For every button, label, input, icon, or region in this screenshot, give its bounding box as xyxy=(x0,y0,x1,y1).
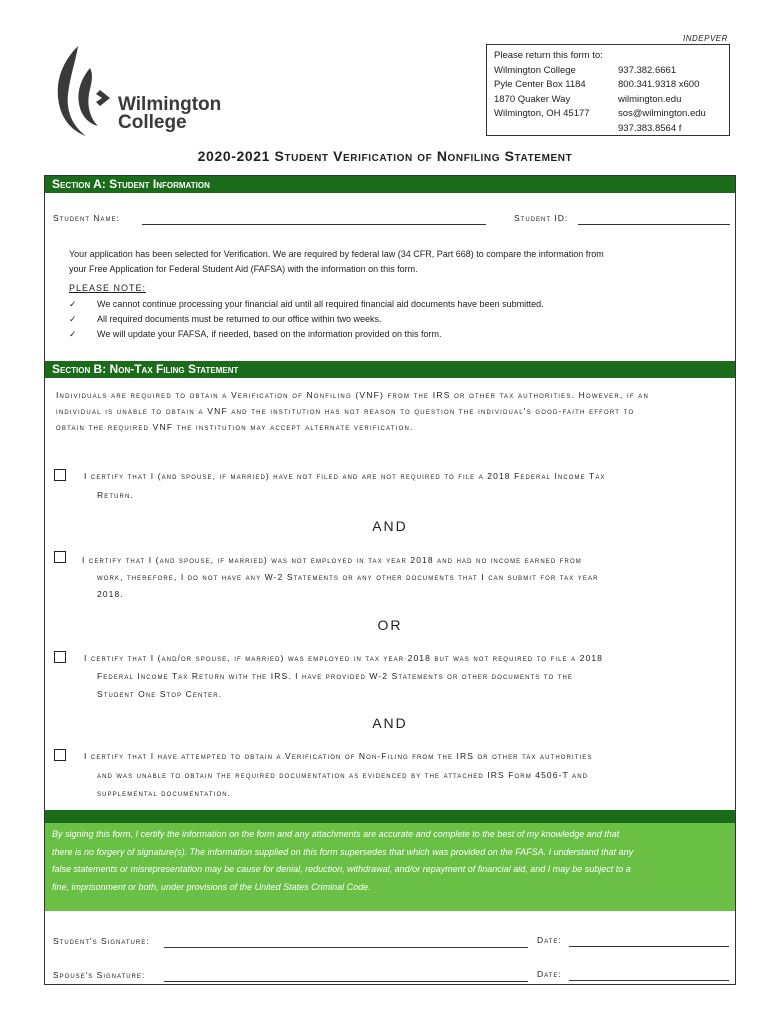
connector-and: AND xyxy=(372,518,408,534)
certify-not-employed-checkbox[interactable] xyxy=(54,551,66,563)
check-icon: ✓ xyxy=(69,329,77,339)
contact-row xyxy=(494,64,729,79)
list-item xyxy=(69,327,544,342)
note-text: We cannot continue processing your financial aid until all required financial aid documents have been submitted. xyxy=(97,299,544,309)
spouse-date-label: Date: xyxy=(537,969,562,979)
student-date-label: Date: xyxy=(537,935,562,945)
signing-statement xyxy=(45,823,735,911)
certify-attempted-text: supplemental documentation. xyxy=(97,788,232,798)
section-b-header: Section B: Non-Tax Filing Statement xyxy=(45,361,735,378)
certify-employed-text: Federal Income Tax Return with the IRS. I have provided W-2 Statements or other documents to the xyxy=(97,671,574,681)
contact-row xyxy=(494,107,729,122)
verification-intro-line: Your application has been selected for Verification. We are required by federal law (34 CFR, Part 668) to compare the information from xyxy=(69,249,604,259)
section-b-intro-line: individual is unable to obtain a VNF and the institution has not reason to question the individual's good-faith effort to xyxy=(56,406,635,416)
spouse-signature-field[interactable] xyxy=(164,981,528,982)
contact-info: 937.382.6661 xyxy=(618,64,677,76)
student-date-field[interactable] xyxy=(569,946,729,947)
verification-intro-line: your Free Application for Federal Student Aid (FAFSA) with the information on this form. xyxy=(69,264,418,274)
certify-not-filed-text: I certify that I (and spouse, if married) have not filed and are not required to file a 2018 Federal Income Tax xyxy=(84,471,606,481)
contact-address: Wilmington, OH 45177 xyxy=(494,108,590,119)
student-id-field[interactable] xyxy=(578,224,730,225)
certify-not-employed-text: work, therefore, I do not have any W-2 Statements or any other documents that I can submit for tax year xyxy=(97,572,599,582)
note-list xyxy=(69,297,544,342)
signing-section-bar xyxy=(45,810,735,823)
contact-fax: 937.383.8564 f xyxy=(618,122,682,134)
student-signature-field[interactable] xyxy=(164,947,528,948)
contact-info: 800.341.9318 x600 xyxy=(618,79,700,90)
contact-address: 1870 Quaker Way xyxy=(494,93,571,105)
return-heading: Please return this form to: xyxy=(494,50,603,61)
return-address-box xyxy=(486,44,730,136)
student-signature-label: Student's Signature: xyxy=(53,936,150,946)
certify-attempted-text: and was unable to obtain the required documentation as evidenced by the attached IRS Form 4506-T and xyxy=(97,770,589,780)
certify-employed-text: Student One Stop Center. xyxy=(97,689,223,699)
spouse-signature-label: Spouse's Signature: xyxy=(53,970,146,980)
section-b-intro-line: Individuals are required to obtain a Verification of Nonfiling (VNF) from the IRS or other tax authorities. However, if an xyxy=(56,390,650,400)
check-icon: ✓ xyxy=(69,299,77,309)
page-title: 2020-2021 Student Verification of Nonfiling Statement xyxy=(197,148,573,164)
contact-row xyxy=(494,93,729,108)
college-name xyxy=(118,96,221,132)
connector-and: AND xyxy=(372,715,408,731)
note-text: We will update your FAFSA, if needed, based on the information provided on this form. xyxy=(97,329,442,339)
contact-email-link[interactable]: sos@wilmington.edu xyxy=(618,108,706,119)
section-a-header: Section A: Student Information xyxy=(45,176,735,193)
contact-website-link[interactable]: wilmington.edu xyxy=(618,93,682,105)
statement-line: By signing this form, I certify the information on the form and any attachments are accurate and complete to the best of my knowledge and that xyxy=(52,829,620,839)
certify-employed-text: I certify that I (and/or spouse, if married) was employed in tax year 2018 but was not required to file a 2018 xyxy=(84,653,603,663)
certify-not-filed-checkbox[interactable] xyxy=(54,469,66,481)
connector-or: OR xyxy=(377,617,403,633)
certify-not-filed-text: Return. xyxy=(97,490,134,500)
student-name-field[interactable] xyxy=(142,224,486,225)
contact-row xyxy=(494,78,729,93)
college-name-line2: College xyxy=(118,112,187,133)
section-b-intro-line: obtain the required VNF the institution may accept alternate verification. xyxy=(56,422,414,432)
list-item xyxy=(69,312,544,327)
statement-line: there is no forgery of signature(s). The information supplied on this form supersedes that which was provided on the FAFSA. I understand that any xyxy=(52,846,634,857)
note-text: All required documents must be returned to our office within two weeks. xyxy=(97,314,382,324)
student-id-label: Student ID: xyxy=(514,213,569,223)
certify-not-employed-text: 2018. xyxy=(97,589,124,599)
certify-attempted-text: I certify that I have attempted to obtain a Verification of Non-Filing from the IRS or other tax authorities xyxy=(84,751,593,761)
contact-address xyxy=(494,122,618,137)
please-note-heading: PLEASE NOTE: xyxy=(69,283,147,293)
contact-address: Wilmington College xyxy=(494,64,576,76)
student-name-label: Student Name: xyxy=(53,213,120,223)
statement-line: false statements or misrepresentation may be cause for denial, reduction, withdrawal, and/or repayment of financial aid, and I may be subject to a xyxy=(52,864,631,874)
statement-line: fine, imprisonment or both, under provisions of the United States Criminal Code. xyxy=(52,881,371,892)
contact-row xyxy=(494,122,729,137)
list-item xyxy=(69,297,544,312)
college-name-line1: Wilmington xyxy=(118,94,222,115)
certify-employed-not-required-checkbox[interactable] xyxy=(54,651,66,663)
certify-attempted-vnf-checkbox[interactable] xyxy=(54,749,66,761)
form-code: INDEPVER xyxy=(683,34,728,43)
contact-address: Pyle Center Box 1184 xyxy=(494,79,586,90)
certify-not-employed-text: I certify that I (and spouse, if married) was not employed in tax year 2018 and had no income earned from xyxy=(82,555,582,565)
check-icon: ✓ xyxy=(69,314,77,324)
spouse-date-field[interactable] xyxy=(569,980,729,981)
